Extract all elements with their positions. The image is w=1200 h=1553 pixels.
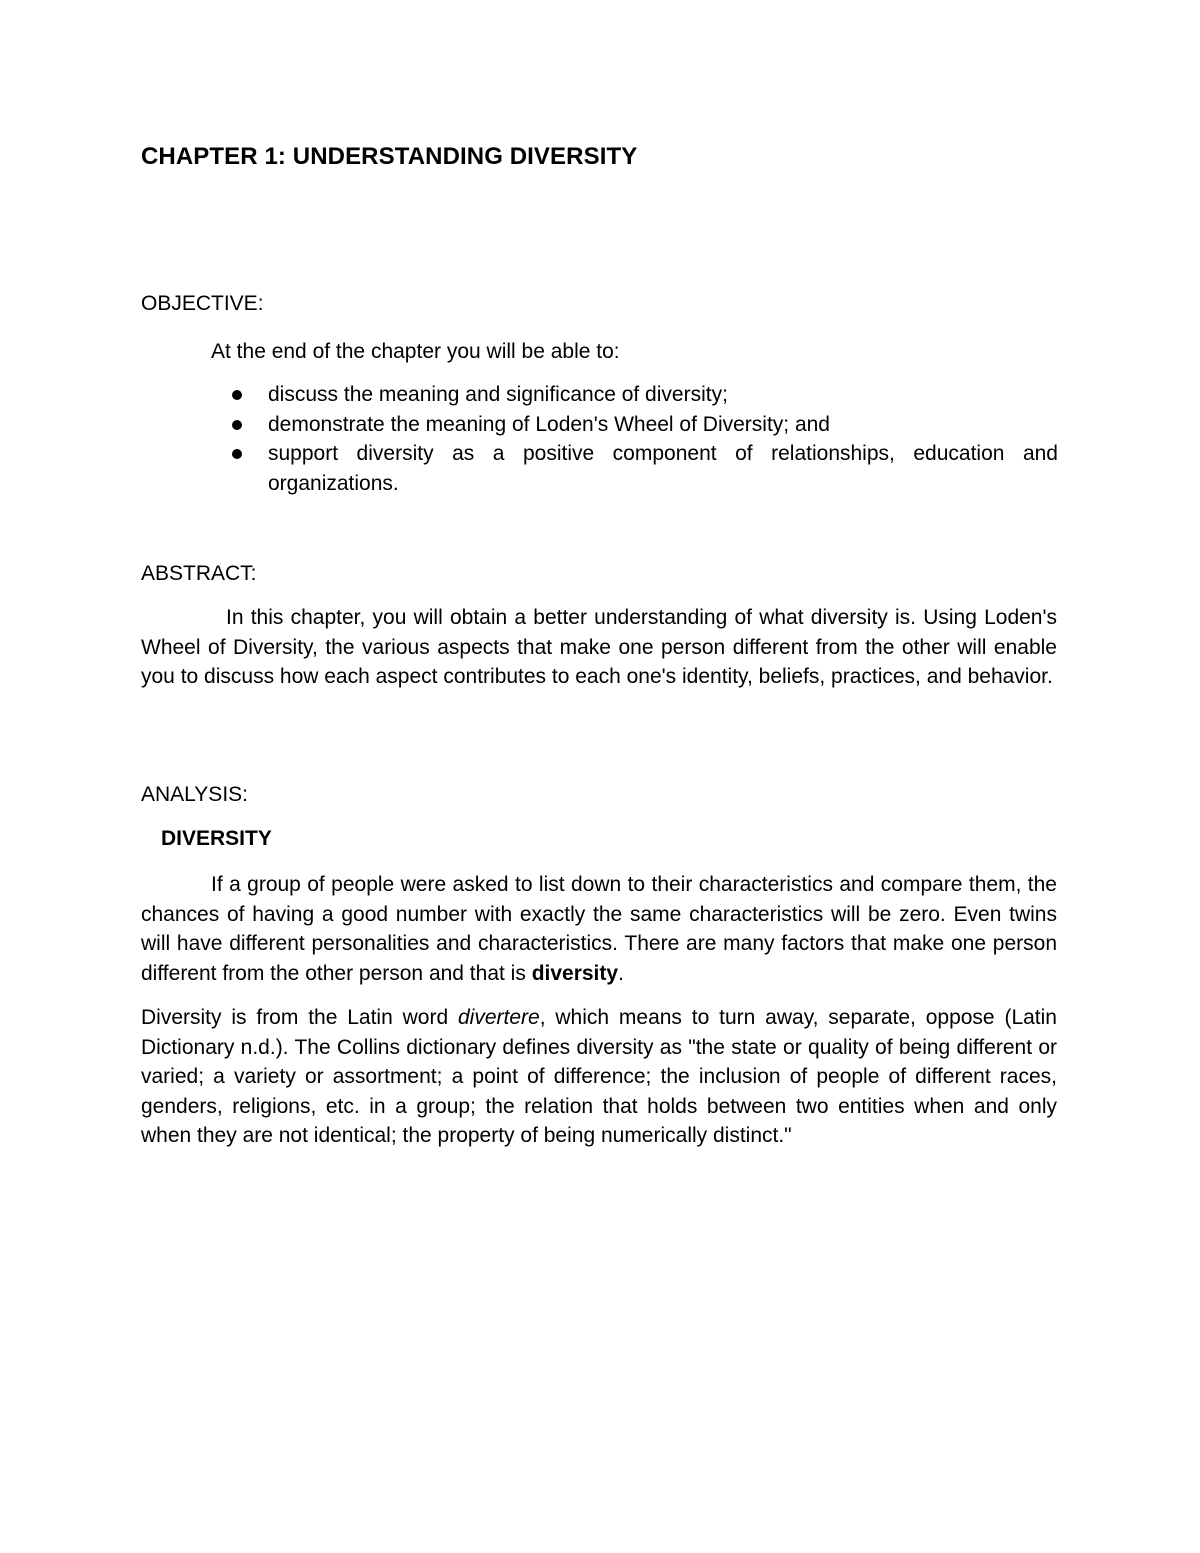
objective-item — [268, 410, 1058, 440]
analysis-para2-rest: , which means to turn away, separate, oppose (Latin Dictionary n.d.). The Collins dictionary defines diversity as "the state or quality of being different or varied; a variety or assortment; a point of difference; the inclusion of people of different races, genders, religions, etc. in a group; the relation that holds between two entities when and only when they are not identical; the property of being numerically distinct." — [141, 1006, 1057, 1147]
objective-item-text: support diversity as a positive component of relationships, education and organizations. — [268, 442, 1058, 495]
analysis-para1-text: If a group of people were asked to list down to their characteristics and compare them, the chances of having a good number with exactly the same characteristics will be zero. Even twins will have different personalities and characteristics. There are many factors that make one person different from the other person and that is — [141, 873, 1057, 985]
bullet-icon — [232, 439, 244, 469]
objective-item — [268, 380, 1058, 410]
abstract-body: In this chapter, you will obtain a better understanding of what diversity is. Using Loden's Wheel of Diversity, the various aspects that make one person different from the other will enable you to discuss how each aspect contributes to each one's identity, beliefs, practices, and behavior. — [141, 606, 1057, 688]
latin-word: divertere — [457, 1006, 540, 1029]
analysis-paragraph-1 — [141, 870, 1057, 988]
chapter-title: CHAPTER 1: UNDERSTANDING DIVERSITY — [141, 143, 638, 170]
bullet-icon — [232, 380, 244, 410]
objective-item-text: demonstrate the meaning of Loden's Wheel of Diversity; and — [268, 412, 830, 436]
abstract-heading: ABSTRACT: — [141, 562, 257, 585]
objective-item — [268, 439, 1058, 498]
analysis-para1-end: . — [618, 961, 624, 985]
analysis-heading: ANALYSIS: — [141, 783, 248, 806]
diversity-term: diversity — [531, 961, 619, 985]
objective-item-text: discuss the meaning and significance of diversity; — [268, 383, 728, 406]
diversity-subheading: DIVERSITY — [161, 827, 272, 850]
analysis-para2-start: Diversity is from the Latin word — [141, 1006, 458, 1029]
bullet-icon — [232, 410, 244, 440]
objective-list — [268, 380, 1058, 498]
analysis-paragraph-2 — [141, 1003, 1057, 1151]
abstract-paragraph — [141, 603, 1057, 692]
objective-intro: At the end of the chapter you will be able to: — [211, 340, 620, 363]
objective-heading: OBJECTIVE: — [141, 292, 264, 315]
